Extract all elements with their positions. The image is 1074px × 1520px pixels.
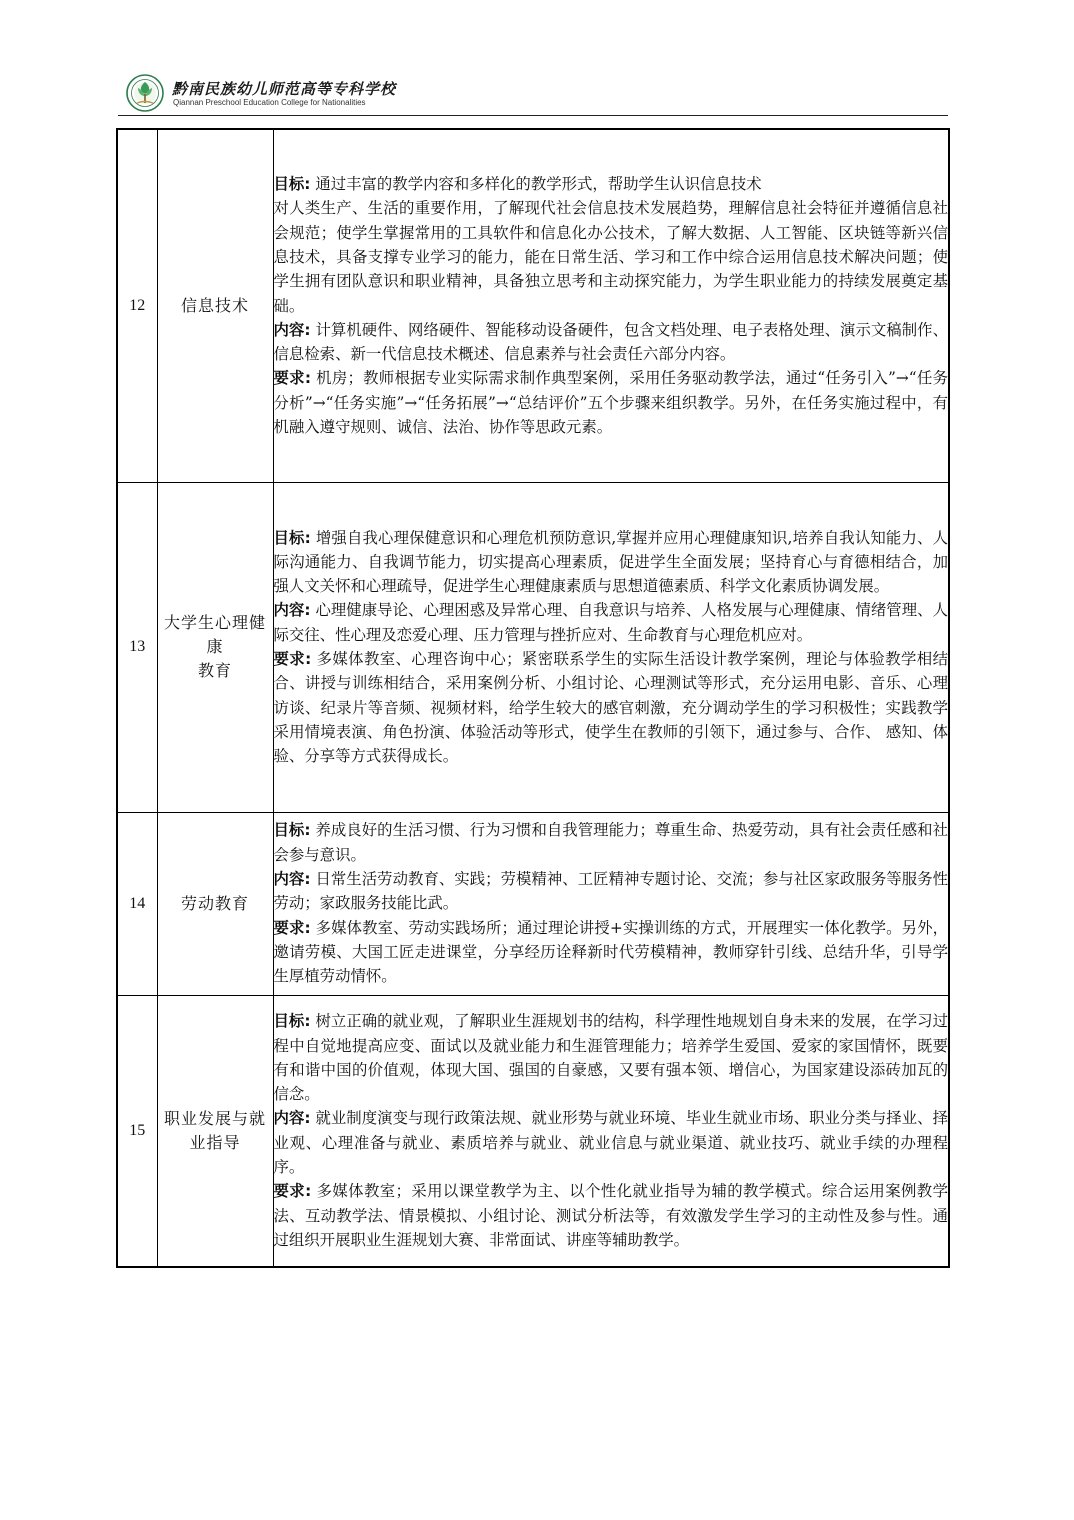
goal-paragraph-cont: 对人类生产、生活的重要作用，了解现代社会信息技术发展趋势，理解信息社会特征并遵循信息社会规范；使学生掌握常用的工具软件和信息化办公技术，了解大数据、人工智能、区块链等新兴信息技术，具备支撑专业学习的能力，能在日常生活、学习和工作中综合运用信息技术解决问题；使学生拥有团队意识和职业精神，具备独立思考和主动探究能力，为学生职业能力的持续发展奠定基础。 bbox=[273, 199, 948, 315]
goal-text: 养成良好的生活习惯、行为习惯和自我管理能力；尊重生命、热爱劳动，具有社会责任感和社会参与意识。 bbox=[273, 821, 948, 864]
content-text: 就业制度演变与现行政策法规、就业形势与就业环境、毕业生就业市场、职业分类与择业、择业观、心理准备与就业、素质培养与就业、就业信息与就业渠道、就业技巧、就业手续的办理程序。 bbox=[273, 1109, 948, 1177]
content-text: 心理健康导论、心理困惑及异常心理、自我意识与培养、人格发展与心理健康、情绪管理、人际交往、性心理及恋爱心理、压力管理与挫折应对、生命教育与心理危机应对。 bbox=[273, 601, 948, 644]
table-row bbox=[117, 482, 949, 812]
content-label: 内容: bbox=[273, 1109, 311, 1128]
table-row bbox=[117, 995, 949, 1267]
requirement-paragraph bbox=[274, 647, 949, 768]
school-name-en: Qiannan Preschool Education College for Nationalities bbox=[173, 98, 366, 107]
goal-paragraph bbox=[274, 1009, 949, 1106]
row-number: 15 bbox=[117, 995, 157, 1267]
curriculum-table bbox=[116, 128, 950, 1268]
requirement-text: 机房；教师根据专业实际需求制作典型案例，采用任务驱动教学法，通过“任务引入”→“任务分析”→“任务实施”→“任务拓展”→“总结评价”五个步骤来组织教学。另外，在任务实施过程中，有机融入遵守规则、诚信、法治、协作等思政元素。 bbox=[273, 369, 948, 437]
goal-label: 目标: bbox=[273, 528, 311, 547]
requirement-paragraph bbox=[274, 916, 949, 989]
content-text: 计算机硬件、网络硬件、智能移动设备硬件，包含文档处理、电子表格处理、演示文稿制作、信息检索、新一代信息技术概述、信息素养与社会责任六部分内容。 bbox=[273, 320, 948, 364]
course-name: 信息技术 bbox=[157, 129, 273, 482]
goal-paragraph bbox=[274, 172, 949, 196]
table-row bbox=[117, 812, 949, 995]
course-name-line: 教育 bbox=[197, 661, 232, 680]
course-name: 劳动教育 bbox=[157, 812, 273, 995]
goal-text: 增强自我心理保健意识和心理危机预防意识,掌握并应用心理健康知识,培养自我认知能力、人际沟通能力、自我调节能力，切实提高心理素质，促进学生全面发展；坚持育心与育德相结合，加强人文关怀和心理疏导，促进学生心理健康素质与思想道德素质、科学文化素质协调发展。 bbox=[273, 528, 948, 596]
goal-label: 目标: bbox=[273, 821, 311, 840]
content-paragraph bbox=[274, 867, 949, 916]
requirement-label: 要求: bbox=[273, 1182, 312, 1201]
course-name-line: 职业发展与就 bbox=[163, 1108, 266, 1128]
content-label: 内容: bbox=[273, 870, 311, 889]
course-name bbox=[157, 482, 273, 812]
requirement-label: 要求: bbox=[273, 369, 311, 388]
content-label: 内容: bbox=[273, 320, 311, 339]
goal-label: 目标: bbox=[273, 1012, 311, 1031]
requirement-text: 多媒体教室、心理咨询中心；紧密联系学生的实际生活设计教学案例，理论与体验教学相结合、讲授与训练相结合，采用案例分析、小组讨论、心理测试等形式，充分运用电影、音乐、心理访谈、纪录片等音频、视频材料，给学生较大的感官刺激，充分调动学生的学习积极性；实践教学采用情境表演、角色扮演、体验活动等形式，使学生在教师的引领下，通过参与、合作、 感知、体验、分享等方式获得成长。 bbox=[273, 650, 948, 766]
goal-paragraph bbox=[274, 526, 949, 599]
requirement-paragraph bbox=[274, 366, 949, 439]
requirement-text: 多媒体教室；采用以课堂教学为主、以个性化就业指导为辅的教学模式。综合运用案例教学法、互动教学法、情景模拟、小组讨论、测试分析法等，有效激发学生学习的主动性及参与性。通过组织开展职业生涯规划大赛、非常面试、讲座等辅助教学。 bbox=[273, 1182, 948, 1249]
row-number: 14 bbox=[117, 812, 157, 995]
goal-text: 树立正确的就业观，了解职业生涯规划书的结构，科学理性地规划自身未来的发展，在学习过程中自觉地提高应变、面试以及就业能力和生涯管理能力；培养学生爱国、爱家的家国情怀，既要有和谐中国的价值观，体现大国、强国的自豪感，又要有强本领、增信心，为国家建设添砖加瓦的信念。 bbox=[273, 1012, 948, 1104]
content-paragraph bbox=[274, 598, 949, 647]
row-number: 12 bbox=[117, 129, 157, 482]
content-paragraph bbox=[274, 318, 949, 367]
course-name-line: 业指导 bbox=[189, 1132, 241, 1152]
goal-paragraph bbox=[274, 818, 949, 867]
course-name-line: 大学生心理健康 bbox=[163, 613, 266, 656]
course-name bbox=[157, 995, 273, 1267]
goal-label: 目标: bbox=[273, 175, 311, 194]
school-logo-icon bbox=[126, 74, 164, 112]
content-text: 日常生活劳动教育、实践；劳模精神、工匠精神专题讨论、交流；参与社区家政服务等服务性劳动；家政服务技能比武。 bbox=[273, 870, 948, 913]
requirement-text: 多媒体教室、劳动实践场所；通过理论讲授+实操训练的方式，开展理实一体化教学。另外，邀请劳模、大国工匠走进课堂，分享经历诠释新时代劳模精神，教师穿针引线、总结升华，引导学生厚植劳动情怀。 bbox=[273, 918, 948, 986]
content-label: 内容: bbox=[273, 601, 311, 620]
requirement-paragraph bbox=[274, 1179, 949, 1252]
page-header bbox=[126, 74, 948, 114]
header-divider bbox=[118, 115, 948, 116]
course-description bbox=[273, 812, 949, 995]
school-name-cn: 黔南民族幼儿师范高等专科学校 bbox=[172, 80, 397, 98]
course-description bbox=[273, 129, 949, 482]
course-description bbox=[273, 482, 949, 812]
content-paragraph bbox=[274, 1106, 949, 1179]
requirement-label: 要求: bbox=[273, 918, 311, 937]
goal-text: 通过丰富的教学内容和多样化的教学形式，帮助学生认识信息技术 bbox=[315, 175, 762, 194]
row-number: 13 bbox=[117, 482, 157, 812]
requirement-label: 要求: bbox=[273, 650, 312, 668]
course-description bbox=[273, 995, 949, 1267]
table-row bbox=[117, 129, 949, 482]
